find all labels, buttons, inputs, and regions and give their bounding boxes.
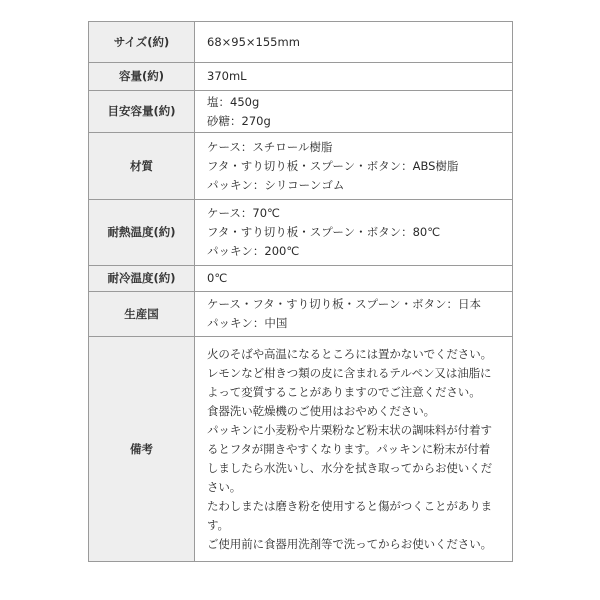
spec-value-line: 0℃ — [207, 271, 228, 285]
spec-row-notes — [89, 337, 513, 562]
spec-row-cold-resistance — [89, 266, 513, 292]
spec-label: 目安容量(約) — [89, 91, 195, 133]
spec-label: 生産国 — [89, 292, 195, 337]
spec-value-line: 68×95×155mm — [207, 34, 300, 49]
spec-row-size — [89, 22, 513, 63]
spec-table — [88, 21, 513, 562]
note-line: 火のそばや高温になるところには置かないでください。 — [207, 346, 492, 361]
spec-value-line: パッキン：中国 — [207, 316, 288, 330]
spec-value — [195, 91, 513, 133]
spec-label: 容量(約) — [89, 63, 195, 91]
spec-value-line: フタ・すり切り板・スプーン・ボタン：80℃ — [207, 225, 441, 239]
note-line: 食器洗い乾燥機のご使用はおやめください。 — [207, 403, 435, 418]
spec-value-line: パッキン：200℃ — [207, 244, 300, 258]
spec-row-guide-capacity — [89, 91, 513, 133]
spec-value-line: ケース：スチロール樹脂 — [207, 139, 333, 154]
spec-value — [195, 22, 513, 63]
note-line: よって変質することがありますのでご注意ください。 — [207, 384, 481, 399]
spec-label: サイズ(約) — [89, 22, 195, 63]
spec-row-origin — [89, 292, 513, 337]
spec-value — [195, 292, 513, 337]
spec-label: 材質 — [89, 133, 195, 200]
note-line: ご使用前に食器用洗剤等で洗ってからお使いください。 — [207, 536, 492, 551]
note-line: レモンなど柑きつ類の皮に含まれるテルペン又は油脂に — [207, 365, 492, 380]
note-line: たわしまたは磨き粉を使用すると傷がつくことがありま — [207, 498, 492, 513]
spec-value-line: ケース：70℃ — [207, 206, 280, 220]
spec-label: 備考 — [89, 337, 195, 562]
spec-value — [195, 266, 513, 292]
spec-value — [195, 337, 513, 562]
spec-value-line: ケース・フタ・すり切り板・スプーン・ボタン：日本 — [207, 297, 482, 311]
spec-value — [195, 63, 513, 91]
spec-row-material — [89, 133, 513, 200]
spec-value-line: フタ・すり切り板・スプーン・ボタン：ABS樹脂 — [207, 158, 459, 173]
spec-value — [195, 200, 513, 266]
spec-row-capacity — [89, 63, 513, 91]
spec-value-line: 370mL — [207, 69, 247, 83]
spec-label: 耐冷温度(約) — [89, 266, 195, 292]
note-line: パッキンに小麦粉や片栗粉など粉末状の調味料が付着す — [207, 422, 492, 437]
spec-value-line: 砂糖：270g — [207, 113, 271, 128]
note-line: しましたら水洗いし、水分を拭き取ってからお使いくだ — [207, 460, 492, 475]
note-line: さい。 — [207, 479, 242, 494]
spec-value — [195, 133, 513, 200]
spec-label: 耐熱温度(約) — [89, 200, 195, 266]
spec-value-line: パッキン：シリコーンゴム — [207, 177, 345, 192]
note-line: るとフタが開きやすくなります。パッキンに粉末が付着 — [207, 441, 491, 456]
spec-value-line: 塩：450g — [207, 94, 260, 109]
spec-row-heat-resistance — [89, 200, 513, 266]
note-line: す。 — [207, 517, 229, 532]
